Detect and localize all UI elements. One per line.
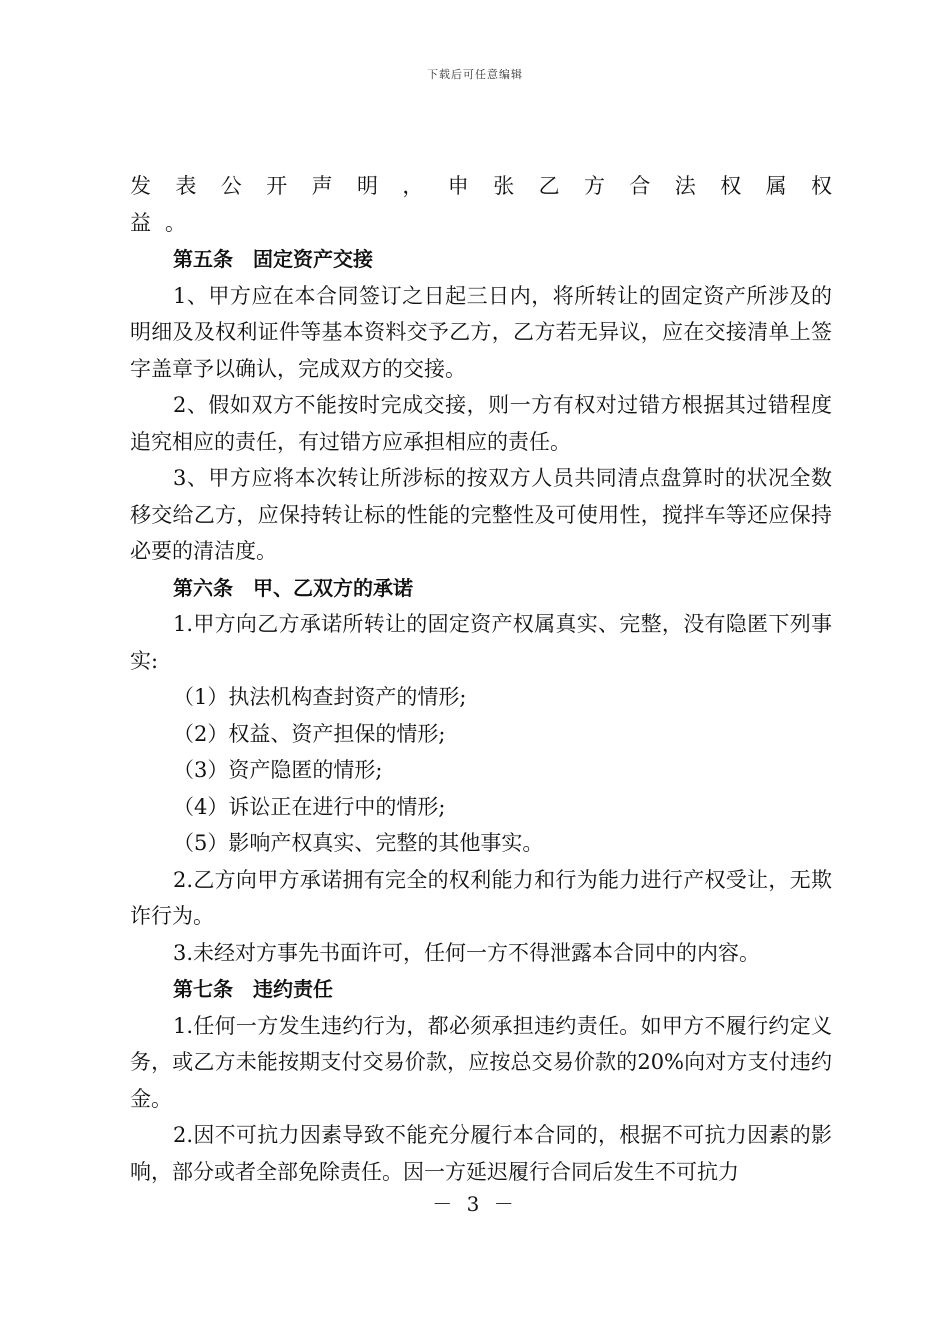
article-number: 第六条	[173, 575, 233, 600]
article-title: 违约责任	[253, 977, 333, 1001]
article-number: 第五条	[173, 247, 233, 271]
page-header-note: 下载后可任意编辑	[427, 68, 523, 81]
clause-paragraph: 2.因不可抗力因素导致不能充分履行本合同的，根据不可抗力因素的影响，部分或者全部免除责任。因一方延迟履行合同后发生不可抗力	[130, 1123, 832, 1184]
list-item: （5）影响产权真实、完整的其他事实。	[173, 831, 544, 855]
clause-paragraph: 1.甲方向乙方承诺所转让的固定资产权属真实、完整，没有隐匿下列事实:	[130, 612, 832, 673]
clause-paragraph: 3、甲方应将本次转让所涉标的按双方人员共同清点盘算时的状况全数移交给乙方，应保持转让标的性能的完整性及可使用性，搅拌车等还应保持必要的清洁度。	[130, 466, 832, 563]
document-body	[130, 168, 832, 1190]
list-item: （3）资产隐匿的情形;	[173, 758, 383, 782]
paragraph-continuation-end: 益。	[130, 210, 200, 235]
article-heading	[130, 570, 832, 607]
article-number: 第七条	[173, 977, 233, 1001]
page-number: － 3 －	[432, 1192, 518, 1216]
clause-paragraph: 1、甲方应在本合同签订之日起三日内，将所转让的固定资产所涉及的明细及及权利证件等基本资料交予乙方，乙方若无异议，应在交接清单上签字盖章予以确认，完成双方的交接。	[130, 283, 832, 381]
list-item: （2）权益、资产担保的情形;	[173, 721, 446, 746]
clause-paragraph: 2、假如双方不能按时完成交接，则一方有权对过错方根据其过错程度追究相应的责任，有过错方应承担相应的责任。	[130, 393, 832, 454]
article-title: 甲、乙双方的承诺	[253, 575, 413, 600]
article-heading	[130, 241, 832, 278]
list-item: （1）执法机构查封资产的情形;	[173, 685, 467, 709]
article-heading	[130, 971, 832, 1008]
clause-paragraph: 3.未经对方事先书面许可，任何一方不得泄露本合同中的内容。	[173, 940, 761, 965]
clause-paragraph: 2.乙方向甲方承诺拥有完全的权利能力和行为能力进行产权受让，无欺诈行为。	[130, 867, 832, 928]
list-item: （4）诉讼正在进行中的情形;	[173, 794, 446, 819]
paragraph-continuation: 发表公开声明，申张乙方合法权属权	[130, 174, 832, 198]
article-title: 固定资产交接	[253, 247, 373, 271]
clause-paragraph: 1.任何一方发生违约行为，都必须承担违约责任。如甲方不履行约定义务，或乙方未能按期支付交易价款，应按总交易价款的20%向对方支付违约金。	[130, 1013, 832, 1111]
